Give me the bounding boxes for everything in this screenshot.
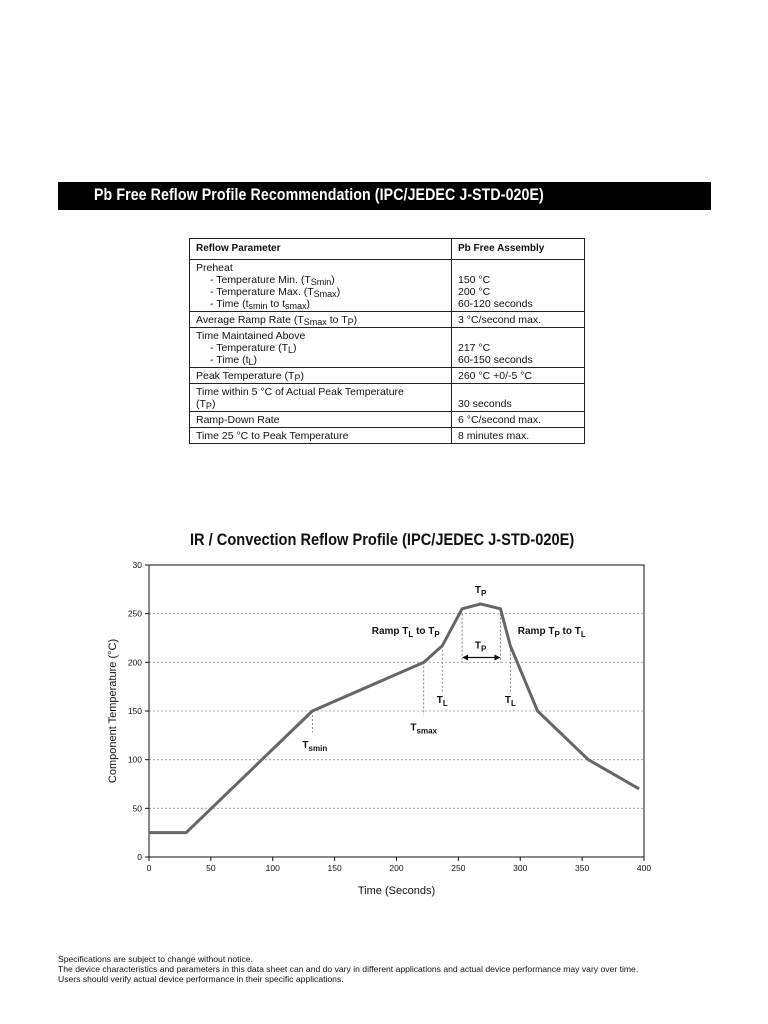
y-tick-label: 30 — [132, 560, 142, 570]
section-header-bar — [58, 182, 711, 210]
sub-parameter: - Time ($t_{smin}$ to $t_{smax}$) — [210, 298, 311, 311]
y-tick-label: 250 — [127, 608, 142, 619]
y-tick-label: 0 — [137, 852, 142, 862]
table-row — [190, 384, 585, 412]
x-tick-label: 250 — [451, 863, 466, 873]
x-tick-label: 400 — [636, 863, 652, 873]
footer-line: Users should verify actual device performance in their specific applications. — [58, 974, 344, 984]
y-tick-label: 100 — [127, 754, 142, 765]
tl-label-right: $T_L$ — [504, 695, 516, 709]
series-line — [149, 604, 639, 833]
grid-lines — [149, 614, 644, 809]
parameter-cell: Time within 5 °C of Actual Peak Temperature $(T_P)$ — [190, 384, 452, 412]
arrow-head-right — [494, 654, 500, 660]
x-tick-label: 150 — [327, 863, 342, 873]
column-header-parameter: Reflow Parameter — [190, 239, 452, 260]
table-row — [190, 412, 585, 428]
ramp-up-label: Ramp $T_L$ to $T_P$ — [371, 626, 440, 640]
ramp-down-label: Ramp $T_P$ to $T_L$ — [517, 626, 586, 640]
value-cell: 217 °C 60-150 seconds — [452, 328, 585, 368]
sub-parameter: - Temperature Min. $(T_{Smin})$ — [210, 274, 335, 287]
section-title: Pb Free Reflow Profile Recommendation (IPC/JEDEC J-STD-020E) — [94, 186, 544, 204]
table-header-row — [190, 239, 585, 260]
tp-duration-label: $T_P$ — [474, 640, 487, 654]
table-row — [190, 428, 585, 444]
footer-line: The device characteristics and parameters in this data sheet can and do vary in different applications and actual device performance may vary over time. — [58, 964, 639, 974]
sub-parameter: - Time $(t_L)$ — [210, 354, 258, 367]
parameter-cell: Ramp-Down Rate — [190, 412, 452, 428]
x-tick-label: 200 — [389, 863, 404, 873]
x-axis-label: Time (Seconds) — [357, 885, 436, 897]
parameter-cell: Preheat - Temperature Min. $(T_{Smin})$ - Temperature Max. $(T_{Smax})$ - Time ($t_{smin}$ to $t_{smax}$) — [190, 260, 452, 312]
value-cell: 3 °C/second max. — [452, 312, 585, 328]
parameter-cell: Peak Temperature $(T_P)$ — [190, 368, 452, 384]
x-tick-label: 300 — [513, 863, 528, 873]
chart-title: IR / Convection Reflow Profile (IPC/JEDEC J-STD-020E) — [190, 530, 575, 549]
parameter-cell: Time Maintained Above - Temperature $(T_L)$ - Time $(t_L)$ — [190, 328, 452, 368]
x-tick-label: 50 — [206, 863, 216, 873]
x-tick-label: 350 — [575, 863, 590, 873]
y-axis-label: Component Temperature (°C) — [107, 638, 119, 784]
sub-parameter: - Temperature $(T_L)$ — [210, 342, 297, 355]
table-row — [190, 312, 585, 328]
footer-disclaimer — [58, 954, 638, 984]
x-tick-label: 100 — [265, 863, 280, 873]
axis-ticks — [128, 560, 652, 873]
column-header-value: Pb Free Assembly — [452, 239, 585, 260]
y-tick-label: 200 — [127, 657, 142, 668]
value-cell: 6 °C/second max. — [452, 412, 585, 428]
y-tick-label: 150 — [127, 706, 142, 716]
parameter-cell: Average Ramp Rate ($T_{Smax}$ to $T_P$) — [190, 312, 452, 328]
table-row — [190, 260, 585, 312]
value-cell: 260 °C +0/-5 °C — [452, 368, 585, 384]
tp-label: $T_P$ — [474, 585, 487, 599]
footer-line: Specifications are subject to change without notice. — [58, 954, 253, 964]
reflow-profile-chart — [0, 550, 768, 900]
value-cell: 30 seconds — [452, 384, 585, 412]
tsmax-label: $T_{smax}$ — [410, 722, 438, 736]
annotation-labels — [302, 585, 585, 753]
arrow-head-left — [462, 654, 468, 660]
parameter-cell: Time 25 °C to Peak Temperature — [190, 428, 452, 444]
reflow-parameter-table — [189, 238, 585, 444]
value-cell: 150 °C 200 °C 60-120 seconds — [452, 260, 585, 312]
x-tick-label: 0 — [146, 863, 152, 873]
table-row — [190, 328, 585, 368]
table-row — [190, 368, 585, 384]
tl-label-left: $T_L$ — [436, 695, 448, 709]
tsmin-label: $T_{smin}$ — [302, 739, 328, 753]
value-cell: 8 minutes max. — [452, 428, 585, 444]
sub-parameter: - Temperature Max. $(T_{Smax})$ — [210, 286, 341, 299]
y-tick-label: 50 — [132, 803, 142, 814]
